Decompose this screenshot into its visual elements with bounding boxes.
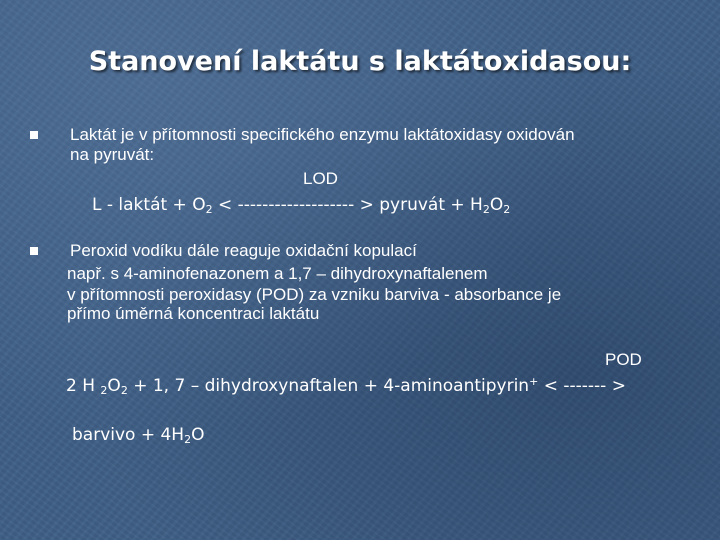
- h2-subscript: 2: [482, 203, 490, 216]
- reaction-product: [72, 425, 204, 445]
- pod-reaction-equation: [66, 376, 626, 396]
- bullet-1-line-2: na pyruvát:: [70, 145, 155, 164]
- reaction2-superscript: +: [529, 375, 539, 388]
- reaction-arrow-products: < ------------------- > pyruvát + H: [212, 195, 483, 215]
- o2-subscript: 2: [205, 203, 213, 216]
- reaction-reactants: L - laktát + O: [92, 195, 206, 215]
- bullet-2-line-2: např. s 4-aminofenazonem a 1,7 – dihydroxynaftalenem: [67, 264, 488, 283]
- reaction2-sub-2: 2: [120, 384, 128, 397]
- slide-title: Stanovení laktátu s laktátoxidasou:: [88, 46, 632, 77]
- bullet-1-marker: [30, 131, 38, 139]
- bullet-2-line-3: v přítomnosti peroxidasy (POD) za vzniku barviva - absorbance je: [67, 285, 562, 304]
- reaction2-part-1: 2 H: [66, 376, 101, 396]
- product-subscript: 2: [184, 433, 192, 446]
- lod-enzyme-label: LOD: [303, 169, 338, 188]
- product-part-2: O: [191, 425, 205, 445]
- bullet-2-line-1: Peroxid vodíku dále reaguje oxidační kopulací: [70, 241, 417, 260]
- bullet-2-line-4: přímo úměrná koncentraci laktátu: [67, 304, 320, 323]
- reaction2-arrow: < ------- >: [538, 376, 626, 396]
- reaction2-sub-1: 2: [100, 384, 108, 397]
- reaction2-part-3: + 1, 7 – dihydroxynaftalen + 4-aminoantipyrin: [127, 376, 530, 396]
- pod-enzyme-label: POD: [605, 350, 642, 369]
- bullet-1-line-1: Laktát je v přítomnosti specifického enzymu laktátoxidasy oxidován: [70, 125, 575, 144]
- o2-product-subscript: 2: [503, 203, 511, 216]
- oxygen-symbol: O: [489, 195, 504, 215]
- bullet-2-marker: [30, 247, 38, 255]
- product-part-1: barvivo + 4H: [72, 425, 185, 445]
- lactate-reaction-equation: [92, 195, 510, 215]
- reaction2-part-2: O: [107, 376, 121, 396]
